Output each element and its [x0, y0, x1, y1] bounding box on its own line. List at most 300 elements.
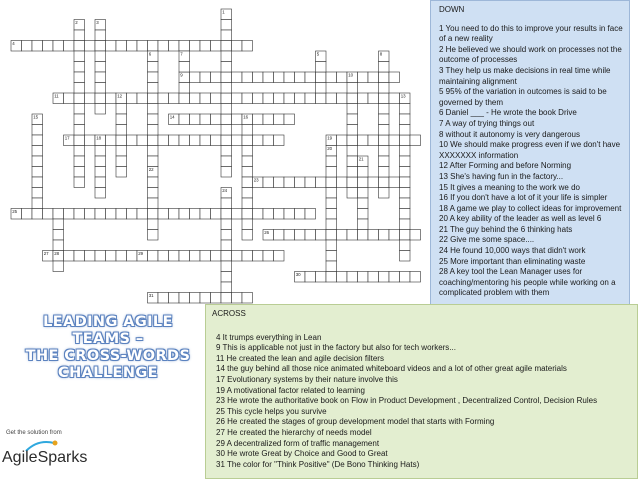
grid-cell[interactable]	[116, 167, 127, 178]
grid-cell[interactable]	[148, 209, 159, 220]
grid-cell[interactable]	[221, 146, 232, 157]
grid-cell[interactable]	[379, 62, 390, 73]
grid-cell[interactable]	[64, 209, 75, 220]
grid-cell[interactable]	[326, 240, 337, 251]
grid-cell[interactable]	[400, 167, 411, 178]
grid-cell[interactable]	[242, 188, 253, 199]
grid-cell[interactable]	[253, 72, 264, 83]
grid-cell[interactable]	[116, 114, 127, 125]
grid-cell[interactable]	[95, 72, 106, 83]
grid-cell[interactable]	[32, 167, 43, 178]
grid-cell[interactable]	[379, 114, 390, 125]
grid-cell[interactable]	[95, 104, 106, 115]
grid-cell[interactable]	[95, 251, 106, 262]
grid-cell[interactable]	[368, 177, 379, 188]
grid-cell[interactable]	[368, 72, 379, 83]
grid-cell[interactable]	[32, 198, 43, 209]
grid-cell[interactable]	[326, 198, 337, 209]
grid-cell[interactable]	[410, 272, 421, 283]
grid-cell[interactable]	[74, 114, 85, 125]
grid-cell[interactable]	[379, 146, 390, 157]
grid-cell[interactable]	[232, 209, 243, 220]
grid-cell[interactable]	[337, 135, 348, 146]
grid-cell[interactable]	[32, 177, 43, 188]
grid-cell[interactable]	[389, 230, 400, 241]
grid-cell[interactable]	[316, 62, 327, 73]
grid-cell[interactable]	[232, 135, 243, 146]
grid-cell[interactable]	[400, 146, 411, 157]
grid-cell[interactable]	[389, 177, 400, 188]
grid-cell[interactable]	[137, 93, 148, 104]
grid-cell[interactable]	[221, 167, 232, 178]
grid-cell[interactable]	[32, 41, 43, 52]
grid-cell[interactable]	[74, 51, 85, 62]
grid-cell[interactable]	[95, 51, 106, 62]
grid-cell[interactable]	[368, 272, 379, 283]
grid-cell[interactable]	[316, 272, 327, 283]
grid-cell[interactable]	[74, 167, 85, 178]
grid-cell[interactable]	[347, 146, 358, 157]
grid-cell[interactable]	[221, 93, 232, 104]
grid-cell[interactable]	[242, 135, 253, 146]
grid-cell[interactable]	[85, 209, 96, 220]
grid-cell[interactable]	[179, 41, 190, 52]
grid-cell[interactable]	[211, 135, 222, 146]
grid-cell[interactable]	[95, 30, 106, 41]
grid-cell[interactable]	[95, 146, 106, 157]
grid-cell[interactable]	[263, 209, 274, 220]
grid-cell[interactable]	[326, 230, 337, 241]
grid-cell[interactable]	[148, 135, 159, 146]
grid-cell[interactable]	[148, 72, 159, 83]
grid-cell[interactable]	[43, 209, 54, 220]
grid-cell[interactable]	[158, 93, 169, 104]
grid-cell[interactable]	[326, 272, 337, 283]
grid-cell[interactable]	[347, 272, 358, 283]
grid-cell[interactable]	[74, 30, 85, 41]
grid-cell[interactable]	[400, 135, 411, 146]
grid-cell[interactable]	[32, 156, 43, 167]
grid-cell[interactable]	[274, 251, 285, 262]
grid-cell[interactable]	[95, 83, 106, 94]
grid-cell[interactable]	[389, 93, 400, 104]
grid-cell[interactable]	[410, 135, 421, 146]
grid-cell[interactable]	[358, 72, 369, 83]
grid-cell[interactable]	[169, 93, 180, 104]
grid-cell[interactable]	[74, 62, 85, 73]
grid-cell[interactable]	[74, 135, 85, 146]
grid-cell[interactable]	[95, 41, 106, 52]
grid-cell[interactable]	[242, 72, 253, 83]
grid-cell[interactable]	[242, 177, 253, 188]
grid-cell[interactable]	[85, 41, 96, 52]
grid-cell[interactable]	[179, 62, 190, 73]
grid-cell[interactable]	[74, 104, 85, 115]
grid-cell[interactable]	[295, 93, 306, 104]
grid-cell[interactable]	[137, 135, 148, 146]
grid-cell[interactable]	[53, 261, 64, 272]
grid-cell[interactable]	[326, 93, 337, 104]
grid-cell[interactable]	[379, 188, 390, 199]
grid-cell[interactable]	[148, 156, 159, 167]
grid-cell[interactable]	[200, 72, 211, 83]
grid-cell[interactable]	[32, 146, 43, 157]
grid-cell[interactable]	[379, 104, 390, 115]
grid-cell[interactable]	[53, 230, 64, 241]
grid-cell[interactable]	[148, 146, 159, 157]
grid-cell[interactable]	[221, 62, 232, 73]
grid-cell[interactable]	[179, 83, 190, 94]
grid-cell[interactable]	[305, 230, 316, 241]
grid-cell[interactable]	[221, 41, 232, 52]
grid-cell[interactable]	[211, 41, 222, 52]
grid-cell[interactable]	[158, 135, 169, 146]
grid-cell[interactable]	[400, 230, 411, 241]
grid-cell[interactable]	[316, 177, 327, 188]
grid-cell[interactable]	[106, 41, 117, 52]
grid-cell[interactable]	[253, 251, 264, 262]
grid-cell[interactable]	[53, 219, 64, 230]
grid-cell[interactable]	[347, 125, 358, 136]
grid-cell[interactable]	[326, 209, 337, 220]
grid-cell[interactable]	[95, 93, 106, 104]
grid-cell[interactable]	[347, 83, 358, 94]
grid-cell[interactable]	[148, 93, 159, 104]
grid-cell[interactable]	[263, 251, 274, 262]
grid-cell[interactable]	[379, 230, 390, 241]
grid-cell[interactable]	[22, 209, 33, 220]
grid-cell[interactable]	[337, 93, 348, 104]
grid-cell[interactable]	[221, 125, 232, 136]
grid-cell[interactable]	[169, 293, 180, 304]
grid-cell[interactable]	[389, 135, 400, 146]
grid-cell[interactable]	[148, 62, 159, 73]
grid-cell[interactable]	[326, 167, 337, 178]
grid-cell[interactable]	[221, 20, 232, 31]
grid-cell[interactable]	[158, 251, 169, 262]
grid-cell[interactable]	[211, 114, 222, 125]
grid-cell[interactable]	[400, 114, 411, 125]
grid-cell[interactable]	[221, 240, 232, 251]
grid-cell[interactable]	[169, 41, 180, 52]
grid-cell[interactable]	[379, 156, 390, 167]
grid-cell[interactable]	[326, 261, 337, 272]
grid-cell[interactable]	[169, 251, 180, 262]
grid-cell[interactable]	[284, 230, 295, 241]
grid-cell[interactable]	[368, 93, 379, 104]
grid-cell[interactable]	[221, 72, 232, 83]
grid-cell[interactable]	[158, 41, 169, 52]
grid-cell[interactable]	[221, 114, 232, 125]
grid-cell[interactable]	[221, 261, 232, 272]
grid-cell[interactable]	[242, 125, 253, 136]
grid-cell[interactable]	[148, 219, 159, 230]
grid-cell[interactable]	[347, 93, 358, 104]
grid-cell[interactable]	[85, 135, 96, 146]
grid-cell[interactable]	[221, 30, 232, 41]
grid-cell[interactable]	[242, 41, 253, 52]
grid-cell[interactable]	[211, 72, 222, 83]
grid-cell[interactable]	[190, 41, 201, 52]
grid-cell[interactable]	[85, 93, 96, 104]
grid-cell[interactable]	[337, 72, 348, 83]
grid-cell[interactable]	[263, 93, 274, 104]
grid-cell[interactable]	[379, 125, 390, 136]
grid-cell[interactable]	[148, 230, 159, 241]
grid-cell[interactable]	[295, 177, 306, 188]
grid-cell[interactable]	[95, 177, 106, 188]
grid-cell[interactable]	[347, 188, 358, 199]
grid-cell[interactable]	[316, 93, 327, 104]
grid-cell[interactable]	[274, 209, 285, 220]
grid-cell[interactable]	[347, 135, 358, 146]
grid-cell[interactable]	[85, 251, 96, 262]
grid-cell[interactable]	[116, 104, 127, 115]
grid-cell[interactable]	[221, 198, 232, 209]
grid-cell[interactable]	[379, 167, 390, 178]
grid-cell[interactable]	[32, 209, 43, 220]
grid-cell[interactable]	[53, 240, 64, 251]
grid-cell[interactable]	[74, 177, 85, 188]
grid-cell[interactable]	[326, 72, 337, 83]
grid-cell[interactable]	[400, 125, 411, 136]
grid-cell[interactable]	[284, 93, 295, 104]
grid-cell[interactable]	[337, 230, 348, 241]
grid-cell[interactable]	[274, 93, 285, 104]
grid-cell[interactable]	[274, 177, 285, 188]
grid-cell[interactable]	[263, 72, 274, 83]
grid-cell[interactable]	[116, 146, 127, 157]
grid-cell[interactable]	[127, 251, 138, 262]
grid-cell[interactable]	[400, 219, 411, 230]
grid-cell[interactable]	[221, 272, 232, 283]
grid-cell[interactable]	[284, 114, 295, 125]
grid-cell[interactable]	[326, 188, 337, 199]
grid-cell[interactable]	[148, 104, 159, 115]
grid-cell[interactable]	[74, 93, 85, 104]
grid-cell[interactable]	[379, 177, 390, 188]
grid-cell[interactable]	[179, 114, 190, 125]
grid-cell[interactable]	[284, 209, 295, 220]
grid-cell[interactable]	[64, 251, 75, 262]
grid-cell[interactable]	[400, 188, 411, 199]
grid-cell[interactable]	[179, 93, 190, 104]
grid-cell[interactable]	[242, 230, 253, 241]
grid-cell[interactable]	[347, 230, 358, 241]
grid-cell[interactable]	[221, 135, 232, 146]
grid-cell[interactable]	[32, 188, 43, 199]
grid-cell[interactable]	[316, 230, 327, 241]
grid-cell[interactable]	[221, 83, 232, 94]
grid-cell[interactable]	[242, 146, 253, 157]
grid-cell[interactable]	[263, 177, 274, 188]
grid-cell[interactable]	[326, 219, 337, 230]
grid-cell[interactable]	[169, 209, 180, 220]
grid-cell[interactable]	[347, 167, 358, 178]
grid-cell[interactable]	[32, 125, 43, 136]
grid-cell[interactable]	[137, 41, 148, 52]
grid-cell[interactable]	[95, 167, 106, 178]
grid-cell[interactable]	[368, 135, 379, 146]
grid-cell[interactable]	[64, 93, 75, 104]
grid-cell[interactable]	[379, 83, 390, 94]
grid-cell[interactable]	[148, 83, 159, 94]
grid-cell[interactable]	[326, 177, 337, 188]
grid-cell[interactable]	[179, 251, 190, 262]
grid-cell[interactable]	[400, 272, 411, 283]
grid-cell[interactable]	[148, 125, 159, 136]
grid-cell[interactable]	[74, 251, 85, 262]
grid-cell[interactable]	[127, 93, 138, 104]
grid-cell[interactable]	[148, 188, 159, 199]
grid-cell[interactable]	[190, 209, 201, 220]
grid-cell[interactable]	[347, 156, 358, 167]
grid-cell[interactable]	[274, 72, 285, 83]
grid-cell[interactable]	[190, 251, 201, 262]
grid-cell[interactable]	[389, 72, 400, 83]
grid-cell[interactable]	[358, 198, 369, 209]
grid-cell[interactable]	[232, 93, 243, 104]
grid-cell[interactable]	[326, 251, 337, 262]
grid-cell[interactable]	[232, 293, 243, 304]
grid-cell[interactable]	[400, 104, 411, 115]
grid-cell[interactable]	[316, 72, 327, 83]
grid-cell[interactable]	[232, 41, 243, 52]
grid-cell[interactable]	[116, 41, 127, 52]
grid-cell[interactable]	[200, 209, 211, 220]
grid-cell[interactable]	[64, 41, 75, 52]
grid-cell[interactable]	[358, 272, 369, 283]
grid-cell[interactable]	[190, 72, 201, 83]
grid-cell[interactable]	[337, 177, 348, 188]
grid-cell[interactable]	[53, 41, 64, 52]
grid-cell[interactable]	[221, 51, 232, 62]
grid-cell[interactable]	[32, 135, 43, 146]
grid-cell[interactable]	[379, 93, 390, 104]
grid-cell[interactable]	[74, 125, 85, 136]
grid-cell[interactable]	[221, 156, 232, 167]
grid-cell[interactable]	[74, 83, 85, 94]
grid-cell[interactable]	[305, 209, 316, 220]
grid-cell[interactable]	[22, 41, 33, 52]
grid-cell[interactable]	[74, 72, 85, 83]
grid-cell[interactable]	[106, 251, 117, 262]
grid-cell[interactable]	[337, 272, 348, 283]
grid-cell[interactable]	[253, 93, 264, 104]
grid-cell[interactable]	[284, 72, 295, 83]
grid-cell[interactable]	[200, 114, 211, 125]
grid-cell[interactable]	[242, 219, 253, 230]
grid-cell[interactable]	[242, 93, 253, 104]
grid-cell[interactable]	[295, 72, 306, 83]
grid-cell[interactable]	[284, 177, 295, 188]
grid-cell[interactable]	[400, 209, 411, 220]
grid-cell[interactable]	[221, 209, 232, 220]
grid-cell[interactable]	[95, 62, 106, 73]
grid-cell[interactable]	[368, 230, 379, 241]
grid-cell[interactable]	[400, 177, 411, 188]
grid-cell[interactable]	[358, 135, 369, 146]
grid-cell[interactable]	[379, 272, 390, 283]
grid-cell[interactable]	[295, 230, 306, 241]
grid-cell[interactable]	[316, 83, 327, 94]
grid-cell[interactable]	[53, 209, 64, 220]
grid-cell[interactable]	[74, 146, 85, 157]
grid-cell[interactable]	[74, 156, 85, 167]
grid-cell[interactable]	[127, 41, 138, 52]
grid-cell[interactable]	[148, 41, 159, 52]
grid-cell[interactable]	[305, 72, 316, 83]
grid-cell[interactable]	[211, 251, 222, 262]
grid-cell[interactable]	[95, 156, 106, 167]
grid-cell[interactable]	[358, 93, 369, 104]
grid-cell[interactable]	[358, 188, 369, 199]
grid-cell[interactable]	[43, 41, 54, 52]
grid-cell[interactable]	[263, 114, 274, 125]
grid-cell[interactable]	[211, 209, 222, 220]
grid-cell[interactable]	[347, 114, 358, 125]
grid-cell[interactable]	[116, 209, 127, 220]
grid-cell[interactable]	[179, 209, 190, 220]
grid-cell[interactable]	[200, 135, 211, 146]
grid-cell[interactable]	[211, 93, 222, 104]
grid-cell[interactable]	[158, 209, 169, 220]
grid-cell[interactable]	[106, 209, 117, 220]
grid-cell[interactable]	[232, 72, 243, 83]
grid-cell[interactable]	[400, 251, 411, 262]
grid-cell[interactable]	[232, 114, 243, 125]
grid-cell[interactable]	[400, 240, 411, 251]
agilesparks-logo[interactable]	[2, 439, 88, 471]
grid-cell[interactable]	[389, 272, 400, 283]
grid-cell[interactable]	[221, 251, 232, 262]
grid-cell[interactable]	[263, 135, 274, 146]
grid-cell[interactable]	[242, 209, 253, 220]
grid-cell[interactable]	[242, 167, 253, 178]
grid-cell[interactable]	[179, 135, 190, 146]
grid-cell[interactable]	[358, 219, 369, 230]
grid-cell[interactable]	[106, 135, 117, 146]
grid-cell[interactable]	[242, 156, 253, 167]
grid-cell[interactable]	[116, 125, 127, 136]
grid-cell[interactable]	[242, 251, 253, 262]
grid-cell[interactable]	[347, 104, 358, 115]
grid-cell[interactable]	[74, 41, 85, 52]
grid-cell[interactable]	[179, 293, 190, 304]
grid-cell[interactable]	[347, 177, 358, 188]
grid-cell[interactable]	[148, 114, 159, 125]
grid-cell[interactable]	[148, 177, 159, 188]
grid-cell[interactable]	[358, 177, 369, 188]
grid-cell[interactable]	[221, 293, 232, 304]
grid-cell[interactable]	[400, 156, 411, 167]
grid-cell[interactable]	[232, 251, 243, 262]
grid-cell[interactable]	[274, 114, 285, 125]
grid-cell[interactable]	[326, 156, 337, 167]
grid-cell[interactable]	[211, 293, 222, 304]
grid-cell[interactable]	[127, 135, 138, 146]
grid-cell[interactable]	[190, 293, 201, 304]
grid-cell[interactable]	[116, 135, 127, 146]
grid-cell[interactable]	[221, 282, 232, 293]
grid-cell[interactable]	[242, 293, 253, 304]
grid-cell[interactable]	[274, 230, 285, 241]
grid-cell[interactable]	[305, 177, 316, 188]
grid-cell[interactable]	[148, 251, 159, 262]
grid-cell[interactable]	[274, 135, 285, 146]
grid-cell[interactable]	[106, 93, 117, 104]
grid-cell[interactable]	[305, 93, 316, 104]
